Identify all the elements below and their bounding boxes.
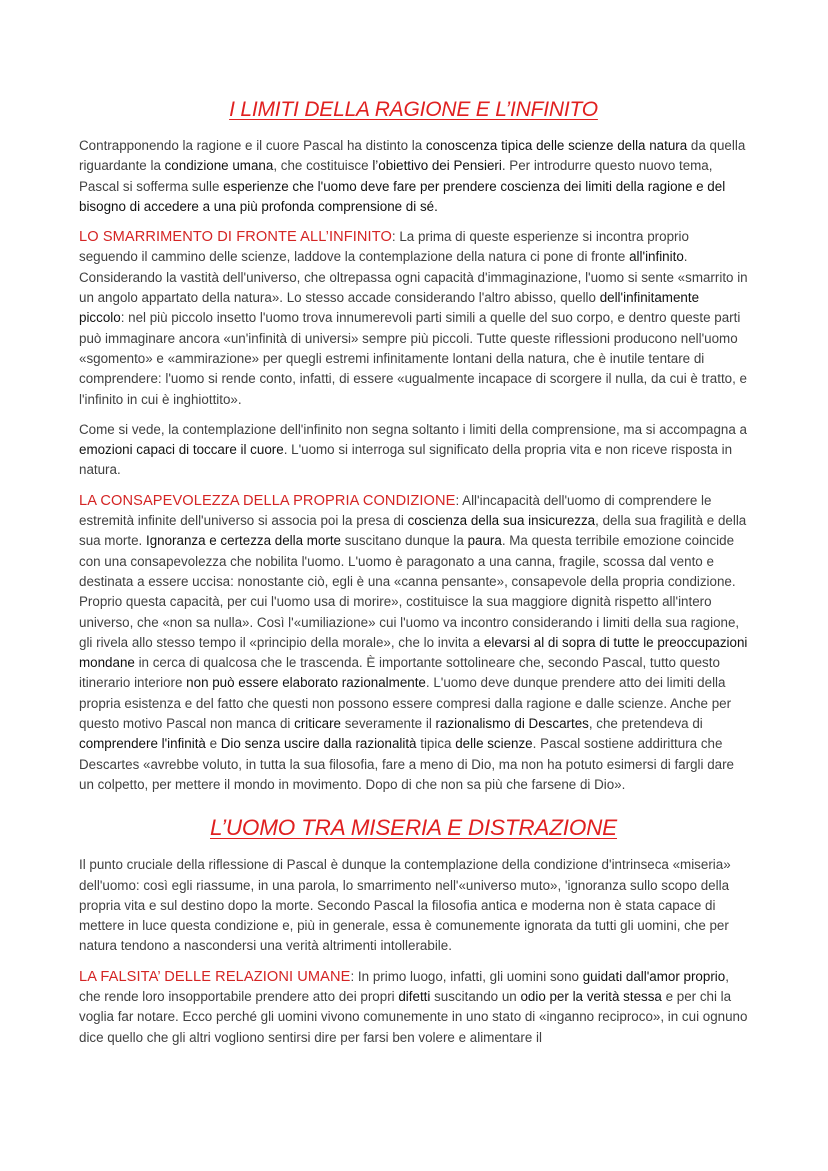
body-text: . L'uomo si interroga sul significato della propria vita e non riceve risposta in natura. <box>79 442 733 478</box>
keyword-text: odio per la verità stessa <box>520 988 662 1004</box>
body-text: e per chi la voglia far notare. Ecco perché gli uomini vivono comunemente in uno stato di «inganno reciproco», in cui ognuno dice quello che gli altri vogliono sentirsi dire per farsi ben volere e alimentare il <box>79 988 748 1045</box>
infinito-emozioni-paragraph <box>79 420 748 481</box>
body-text: Come si vede, la contemplazione dell'infinito non segna soltanto i limiti della comprensione, ma si accompagna a <box>79 421 747 437</box>
keyword-text: difetti <box>398 988 431 1004</box>
body-text: : La prima di queste esperienze si incontra proprio seguendo il cammino delle scienze, laddove la contemplazione della natura ci pone di fronte <box>79 229 689 265</box>
keyword-text: dell'infinitamente piccolo <box>79 290 700 326</box>
section-falsita-paragraph <box>79 967 748 1048</box>
body-text: : In primo luogo, infatti, gli uomini sono <box>350 968 583 984</box>
body-text: , della sua fragilità e della sua morte. <box>79 513 747 549</box>
keyword-text: l’obiettivo dei Pensieri <box>372 158 502 174</box>
body-text: da quella riguardante la <box>79 138 746 174</box>
keyword-text: emozioni capaci di toccare il cuore <box>79 442 284 458</box>
body-text: suscitano dunque la <box>341 533 468 549</box>
miseria-paragraph <box>79 855 748 956</box>
body-text: . Considerando la vastità dell'universo, che oltrepassa ogni capacità d'immaginazione, l'uomo si sente «smarrito in un angolo appartato della natura». Lo stesso accade considerando l'altro abisso, quello <box>79 249 748 306</box>
keyword-text: Dio senza uscire dalla razionalità <box>220 736 417 752</box>
keyword-text: condizione umana <box>164 158 274 174</box>
keyword-text: guidati dall'amor proprio <box>582 968 726 984</box>
intro-paragraph <box>79 136 748 217</box>
keyword-text: elevarsi al di sopra di tutte le preoccupazioni mondane <box>79 634 748 671</box>
keyword-text: esperienze che l'uomo deve fare per prendere coscienza dei limiti della ragione e del bisogno di accedere a una più profonda comprensione di sé. <box>79 178 726 214</box>
body-text: : All'incapacità dell'uomo di comprendere le estremità infinite dell'universo si associa poi la presa di <box>79 492 712 529</box>
section-heading-smarrimento: LO SMARRIMENTO DI FRONTE ALL’INFINITO <box>79 229 392 246</box>
keyword-text: Ignoranza e certezza della morte <box>145 533 341 549</box>
keyword-text: razionalismo di Descartes <box>435 716 589 732</box>
keyword-text: coscienza della sua insicurezza <box>407 513 596 529</box>
body-text: , che costituisce <box>273 158 373 174</box>
section-smarrimento-text <box>79 229 748 406</box>
body-text: severamente il <box>341 716 436 732</box>
body-text: . Per introdurre questo nuovo tema, Pascal si sofferma sulle <box>79 158 713 194</box>
section-consapevolezza-text <box>79 493 747 792</box>
body-text: tipica <box>416 736 456 752</box>
second-title: L’UOMO TRA MISERIA E DISTRAZIONE <box>210 815 617 841</box>
body-text: . L'uomo deve dunque prendere atto dei limiti della propria esistenza e del fatto che questi non possono essere compresi dalla ragione e dalle scienze. Anche per questo motivo Pascal non manca di <box>79 675 732 732</box>
section-heading-consapevolezza: LA CONSAPEVOLEZZA DELLA PROPRIA CONDIZIONE <box>79 492 456 509</box>
keyword-text: delle scienze <box>455 736 533 752</box>
body-text: in cerca di qualcosa che le trascenda. È importante sottolineare che, secondo Pascal, tutto questo itinerario interiore <box>79 655 720 691</box>
body-text: . Pascal sostiene addirittura che Descartes «avrebbe voluto, in tutta la sua filosofia, fare a meno di Dio, ma non ha potuto esimersi di fargli dare un colpetto, per mettere il mondo in movimento. Dopo di che non sa più che farsene di Dio». <box>79 736 735 792</box>
section-heading-falsita: LA FALSITA’ DELLE RELAZIONI UMANE <box>79 968 351 985</box>
body-text: : nel più piccolo insetto l'uomo trova innumerevoli parti simili a quelle del suo corpo, e dentro queste parti può immaginare ancora «un'infinità di universi» sempre più piccoli. Tutte queste riflessioni producono nell'uomo «sgomento» e «ammirazione» per quegli estremi infinitamente lontani della natura, che è inutile tentare di comprendere: l'uomo si rende conto, infatti, di essere «ugualmente incapace di scorgere il nulla, da cui è tratto, e l'infinito in cui è inghiottito». <box>79 310 748 407</box>
keyword-text: conoscenza tipica delle scienze della natura <box>425 138 688 153</box>
keyword-text: comprendere l'infinità <box>79 736 206 752</box>
keyword-text: all'infinito <box>629 249 684 265</box>
body-text: . Ma questa terribile emozione coincide con una consapevolezza che nobilita l'uomo. L'uomo è paragonato a una canna, fragile, scossa dal vento e destinata a essere uccisa: nonostante ciò, egli è una «canna pensante», consapevole della propria condizione. Proprio questa capacità, per cui l'uomo usa di morire», costituisce la sua maggiore dignità rispetto all'intero universo, che «non sa nulla». Così l'«umiliazione» cui l'uomo va incontro considerando i limiti della sua ragione, gli rivela allo stesso tempo il «principio della morale», che lo invita a <box>79 533 740 650</box>
keyword-text: non può essere elaborato razionalmente <box>186 675 426 691</box>
body-text: Contrapponendo la ragione e il cuore Pascal ha distinto la <box>79 138 426 153</box>
body-text: , che rende loro insopportabile prendere atto dei propri <box>79 968 729 1004</box>
section-consapevolezza-paragraph <box>79 491 748 795</box>
body-text: , che pretendeva di <box>588 716 703 732</box>
body-text: suscitando un <box>430 988 521 1004</box>
section-smarrimento-paragraph <box>79 227 748 410</box>
body-text: Il punto cruciale della riflessione di Pascal è dunque la contemplazione della condizione d'intrinseca «miseria» dell'uomo: così egli riassume, in una parola, lo smarrimento nell'«universo muto», 'ignoranza sullo scopo della propria vita e sul destino dopo la morte. Secondo Pascal la filosofia antica e moderna non è stata capace di mettere in luce questa condizione e, più in generale, essa è comunemente ignorata da tutti gli uomini, che per natura tendono a nascondersi una verità altrimenti intollerabile. <box>79 857 731 954</box>
keyword-text: paura <box>467 533 502 549</box>
body-text: e <box>205 736 221 752</box>
page-title: I LIMITI DELLA RAGIONE E L’INFINITO <box>229 98 598 121</box>
keyword-text: criticare <box>294 716 341 732</box>
